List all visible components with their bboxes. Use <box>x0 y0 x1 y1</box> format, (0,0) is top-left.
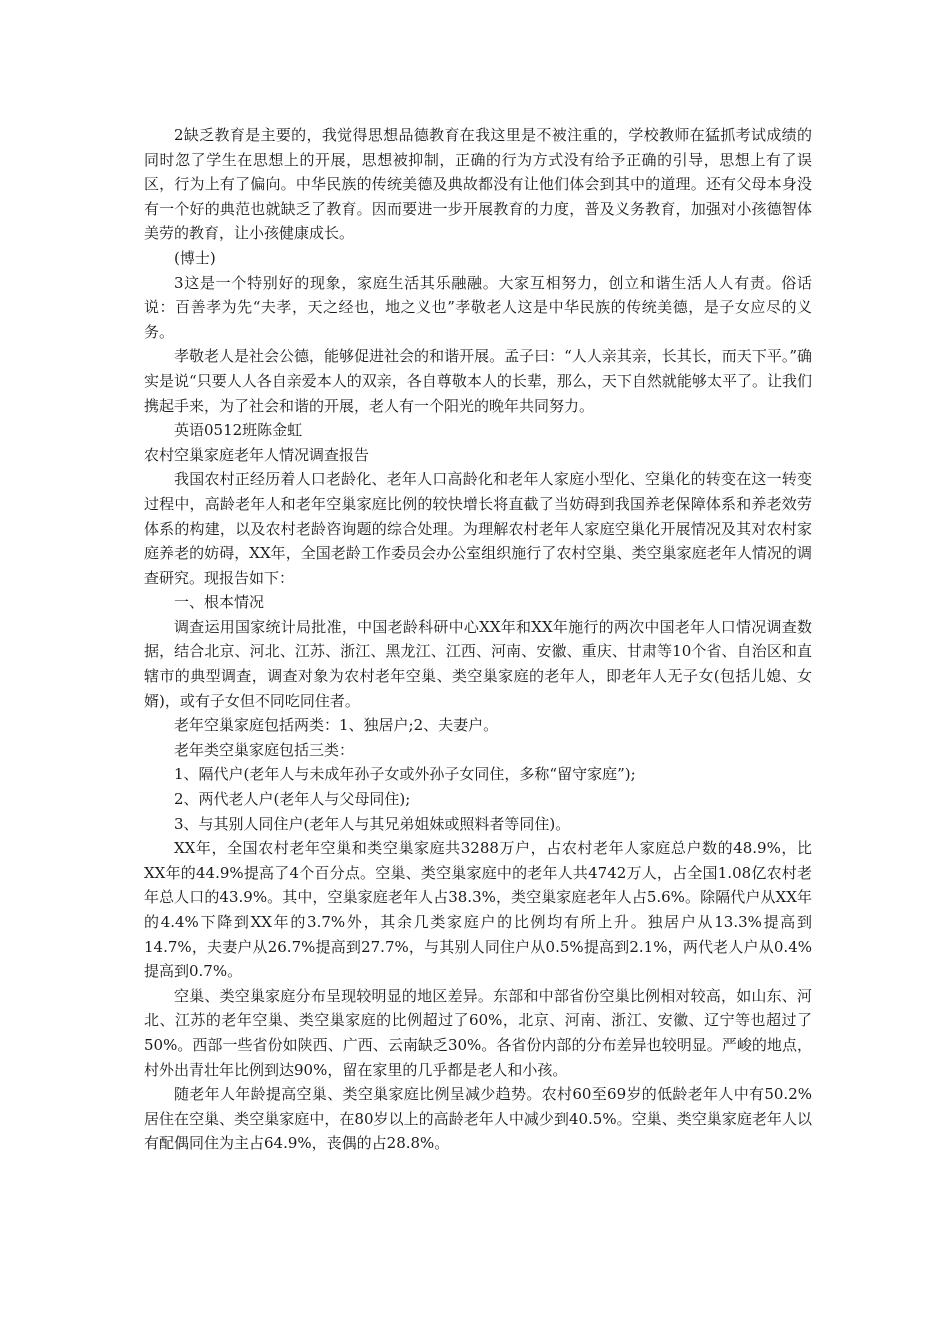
list-item-1: 1、隔代户(老年人与未成年孙子女或外孙子女同住，多称“留守家庭”); <box>174 765 636 784</box>
paragraph-age-trend: 随老年人年龄提高空巢、类空巢家庭比例呈减少趋势。农村60至69岁的低龄老年人中有50.2%居住在空巢、类空巢家庭中，在80岁以上的高龄老年人中减少到40.5%。空巢、类空巢家庭老年人以有配偶同住为主占64.9%，丧偶的占28.8%。 <box>144 1085 812 1153</box>
section-heading: 一、根本情况 <box>174 593 265 612</box>
list-item-2: 2、两代老人户(老年人与父母同住); <box>174 790 411 809</box>
paragraph-quasi-types: 老年类空巢家庭包括三类： <box>174 740 355 759</box>
paragraph-3: 3这是一个特别好的现象，家庭生活其乐融融。大家互相努力，创立和谐生活人人有责。俗话说：百善孝为先“夫孝，天之经也，地之义也”孝敬老人这是中华民族的传统美德，是子女应尽的义务。 <box>144 273 812 341</box>
list-item-3: 3、与其别人同住户(老年人与其兄弟姐妹或照料者等同住)。 <box>174 814 571 833</box>
document-body <box>144 123 812 1156</box>
paragraph-statistics: XX年，全国农村老年空巢和类空巢家庭共3288万户，占农村老年人家庭总户数的48.9%，比XX年的44.9%提高了4个百分点。空巢、类空巢家庭中的老年人共4742万人，占全国1.08亿农村老年总人口的43.9%。其中，空巢家庭老年人占38.3%，类空巢家庭老年人占5.6%。除隔代户从XX年的4.4%下降到XX年的3.7%外，其余几类家庭户的比例均有所上升。独居户从13.3%提高到14.7%，夫妻户从26.7%提高到27.7%，与其别人同住户从0.5%提高到2.1%，两代老人户从0.4%提高到0.7%。 <box>144 839 812 981</box>
paragraph-intro: 我国农村正经历着人口老龄化、老年人口高龄化和老年人家庭小型化、空巢化的转变在这一转变过程中，高龄老年人和老年空巢家庭比例的较快增长将直截了当妨碍到我国养老保障体系和养老效劳体系的构建，以及农村老龄咨询题的综合处理。为理解农村老年人家庭空巢化开展情况及其对农村家庭养老的妨碍，XX年，全国老龄工作委员会办公室组织施行了农村空巢、类空巢家庭老年人情况的调查研究。现报告如下： <box>144 470 812 587</box>
paragraph-2: (博士) <box>174 248 216 267</box>
paragraph-4: 孝敬老人是社会公德，能够促进社会的和谐开展。孟子曰：“人人亲其亲，长其长，而天下平。”确实是说“只要人人各自亲爱本人的双亲，各自尊敬本人的长辈，那么，天下自然就能够太平了。让我们携起手来，为了社会和谐的开展，老人有一个阳光的晚年共同努力。 <box>144 347 812 415</box>
paragraph-regional: 空巢、类空巢家庭分布呈现较明显的地区差异。东部和中部省份空巢比例相对较高，如山东、河北、江苏的老年空巢、类空巢家庭的比例超过了60%，北京、河南、浙江、安徽、辽宁等也超过了50%。西部一些省份如陕西、广西、云南缺乏30%。各省份内部的分布差异也较明显。严峻的地点，村外出青壮年比例到达90%，留在家里的几乎都是老人和小孩。 <box>144 986 812 1079</box>
report-title: 农村空巢家庭老年人情况调查报告 <box>144 445 370 464</box>
author-line: 英语0512班陈金虹 <box>174 421 303 440</box>
paragraph-survey: 调查运用国家统计局批准，中国老龄科研中心XX年和XX年施行的两次中国老年人口情况调查数据，结合北京、河北、江苏、浙江、黑龙江、江西、河南、安徽、重庆、甘肃等10个省、自治区和直辖市的典型调查，调查对象为农村老年空巢、类空巢家庭的老年人，即老年人无子女(包括儿媳、女婿)，或有子女但不同吃同住者。 <box>144 617 812 710</box>
paragraph-1: 2缺乏教育是主要的，我觉得思想品德教育在我这里是不被注重的，学校教师在猛抓考试成绩的同时忽了学生在思想上的开展，思想被抑制，正确的行为方式没有给予正确的引导，思想上有了误区，行为上有了偏向。中华民族的传统美德及典故都没有让他们体会到其中的道理。还有父母本身没有一个好的典范也就缺乏了教育。因而要进一步开展教育的力度，普及义务教育，加强对小孩德智体美劳的教育，让小孩健康成长。 <box>144 126 812 243</box>
paragraph-empty-nest-types: 老年空巢家庭包括两类：1、独居户;2、夫妻户。 <box>174 716 499 735</box>
